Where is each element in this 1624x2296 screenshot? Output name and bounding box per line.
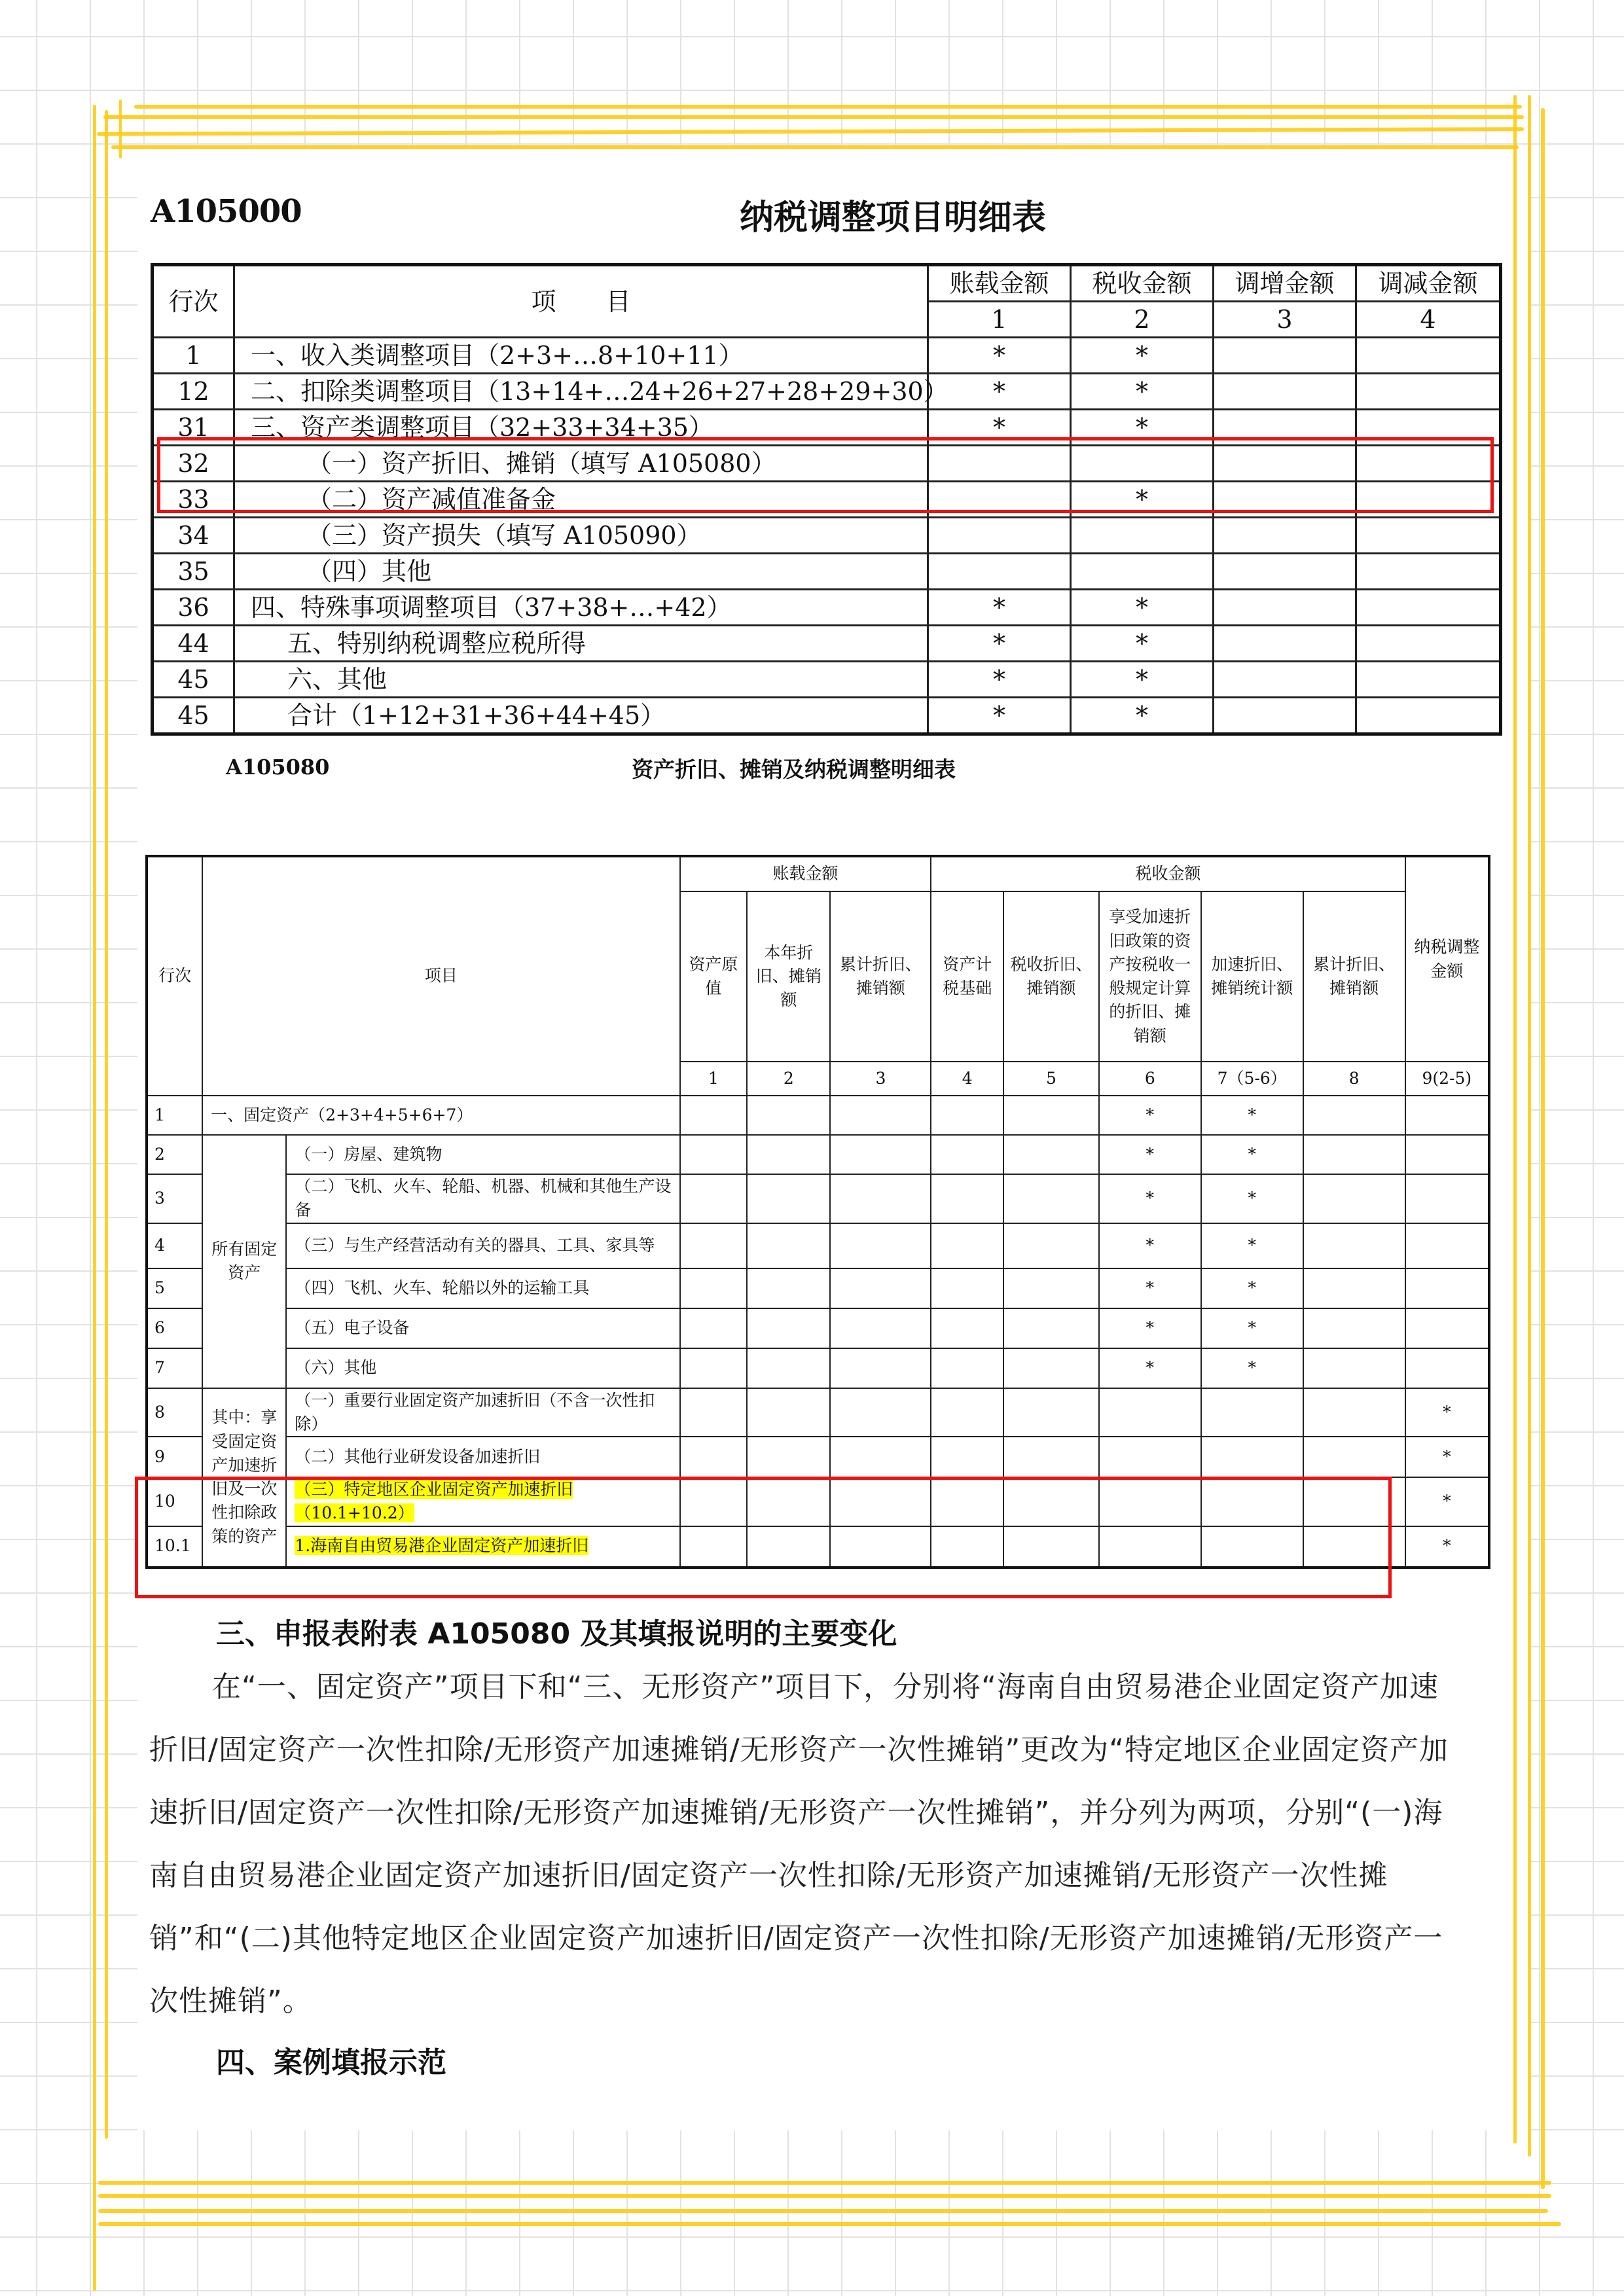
cell[interactable]: [1214, 338, 1356, 374]
table-row: [147, 1096, 1489, 1135]
cell[interactable]: [931, 1135, 1003, 1174]
cell[interactable]: [1214, 590, 1356, 626]
group-label-accelerated-assets: 其中：享受固定资产加速折旧及一次性扣除政策的资产: [202, 1388, 286, 1568]
row-no: 10: [147, 1477, 202, 1526]
cell[interactable]: [1201, 1437, 1303, 1477]
table-row: [153, 554, 1501, 590]
row-item: 四、特殊事项调整项目（37+38+…+42）: [234, 590, 928, 626]
cell[interactable]: *: [1099, 1223, 1201, 1268]
cell[interactable]: [680, 1308, 748, 1348]
row-item: 六、其他: [234, 662, 928, 698]
cell[interactable]: *: [1071, 626, 1214, 662]
cell[interactable]: [1003, 1308, 1099, 1348]
cell[interactable]: *: [1201, 1308, 1303, 1348]
cell[interactable]: [747, 1268, 830, 1308]
cell[interactable]: [1356, 698, 1501, 734]
cell[interactable]: [680, 1174, 748, 1223]
row-no: 45: [153, 698, 234, 734]
table-row: [153, 698, 1501, 734]
cell[interactable]: [1405, 1174, 1489, 1223]
cell[interactable]: [928, 554, 1071, 590]
cell[interactable]: *: [928, 590, 1071, 626]
cell[interactable]: *: [928, 662, 1071, 698]
cell[interactable]: *: [928, 626, 1071, 662]
cell[interactable]: [747, 1096, 830, 1135]
header-col: 税收金额: [1071, 265, 1214, 302]
table1-code: A105000: [151, 193, 302, 230]
header-row-no: 行次: [153, 265, 234, 338]
cell[interactable]: [830, 1268, 931, 1308]
header-col: 调减金额: [1356, 265, 1501, 302]
cell[interactable]: [1201, 1388, 1303, 1437]
table-row: [147, 1268, 1489, 1308]
cell[interactable]: [1003, 1348, 1099, 1388]
table-row: [153, 338, 1501, 374]
table2-depreciation: [145, 855, 1490, 1569]
cell[interactable]: [1003, 1135, 1099, 1174]
cell[interactable]: [747, 1308, 830, 1348]
row-item: 一、收入类调整项目（2+3+…8+10+11）: [234, 338, 928, 374]
cell[interactable]: [680, 1388, 748, 1437]
row-no: 1: [147, 1096, 202, 1135]
table-row: [153, 374, 1501, 410]
table-row: [147, 1437, 1489, 1477]
cell[interactable]: *: [928, 410, 1071, 446]
row-no: 35: [153, 554, 234, 590]
cell[interactable]: [1003, 1388, 1099, 1437]
cell[interactable]: [830, 1096, 931, 1135]
cell[interactable]: *: [1405, 1526, 1489, 1568]
header-col-number: 5: [1003, 1062, 1099, 1096]
cell[interactable]: [931, 1437, 1003, 1477]
row-no: 1: [153, 338, 234, 374]
header-book-amount: 账载金额: [680, 856, 931, 891]
row-no: 12: [153, 374, 234, 410]
cell[interactable]: [1214, 374, 1356, 410]
row-no: 5: [147, 1268, 202, 1308]
section3-heading: 三、申报表附表 A105080 及其填报说明的主要变化: [216, 1617, 897, 1651]
cell[interactable]: *: [1071, 410, 1214, 446]
header-col: 调增金额: [1214, 265, 1356, 302]
table-row: [147, 1348, 1489, 1388]
header-col: 资产计税基础: [931, 891, 1003, 1062]
table-row: [153, 590, 1501, 626]
header-col: 账载金额: [928, 265, 1071, 302]
cell[interactable]: [747, 1388, 830, 1437]
header-col-number: 1: [680, 1062, 748, 1096]
row-item: （二）飞机、火车、轮船、机器、机械和其他生产设备: [286, 1174, 679, 1223]
row-item: （三）资产损失（填写 A105090）: [234, 518, 928, 554]
cell[interactable]: [1071, 554, 1214, 590]
cell[interactable]: [931, 1223, 1003, 1268]
row-no: 44: [153, 626, 234, 662]
header-col: 累计折旧、摊销额: [830, 891, 931, 1062]
section4-heading: 四、案例填报示范: [216, 2046, 446, 2079]
cell[interactable]: [931, 1268, 1003, 1308]
cell[interactable]: [1214, 626, 1356, 662]
cell[interactable]: [1356, 626, 1501, 662]
table-row: [147, 1308, 1489, 1348]
cell[interactable]: *: [1201, 1135, 1303, 1174]
header-row-no: 行次: [147, 856, 202, 1096]
table-row: [147, 1174, 1489, 1223]
cell[interactable]: [747, 1348, 830, 1388]
cell[interactable]: [680, 1096, 748, 1135]
table-row: [147, 1223, 1489, 1268]
cell[interactable]: [931, 1388, 1003, 1437]
header-col-number: 3: [830, 1062, 931, 1096]
cell[interactable]: [1003, 1437, 1099, 1477]
cell[interactable]: [1003, 1174, 1099, 1223]
header-tax-amount: 税收金额: [931, 856, 1405, 891]
cell[interactable]: [830, 1308, 931, 1348]
cell[interactable]: [1356, 590, 1501, 626]
cell[interactable]: *: [1071, 662, 1214, 698]
cell[interactable]: *: [1201, 1348, 1303, 1388]
table2-title: 资产折旧、摊销及纳税调整明细表: [632, 757, 956, 782]
cell[interactable]: [747, 1135, 830, 1174]
cell[interactable]: [1099, 1437, 1201, 1477]
cell[interactable]: [747, 1437, 830, 1477]
row-no: 3: [147, 1174, 202, 1223]
header-col-number: 3: [1214, 302, 1356, 338]
header-col-number: 4: [931, 1062, 1003, 1096]
header-col: 累计折旧、摊销额: [1303, 891, 1405, 1062]
row-item: 合计（1+12+31+36+44+45）: [234, 698, 928, 734]
row-item: 二、扣除类调整项目（13+14+…24+26+27+28+29+30）: [234, 374, 928, 410]
header-col-number: 8: [1303, 1062, 1405, 1096]
highlighted-item-text: （三）特定地区企业固定资产加速折旧: [295, 1480, 573, 1499]
cell[interactable]: *: [1099, 1135, 1201, 1174]
cell[interactable]: [830, 1223, 931, 1268]
header-col: 税收折旧、摊销额: [1003, 891, 1099, 1062]
cell[interactable]: [747, 1223, 830, 1268]
cell[interactable]: *: [1201, 1096, 1303, 1135]
header-item: 项 目: [234, 265, 928, 338]
table1-title: 纳税调整项目明细表: [740, 198, 1047, 238]
row-item: （二）资产减值准备金: [234, 482, 928, 518]
row-item: 五、特别纳税调整应税所得: [234, 626, 928, 662]
cell[interactable]: *: [928, 374, 1071, 410]
row-no: 31: [153, 410, 234, 446]
cell[interactable]: [1003, 1096, 1099, 1135]
row-item: （三）与生产经营活动有关的器具、工具、家具等: [286, 1223, 679, 1268]
cell[interactable]: [1003, 1268, 1099, 1308]
cell[interactable]: *: [1405, 1388, 1489, 1437]
cell[interactable]: [1071, 518, 1214, 554]
header-col-number: 7（5-6）: [1201, 1062, 1303, 1096]
cell[interactable]: *: [1071, 338, 1214, 374]
header-col-number: 6: [1099, 1062, 1201, 1096]
row-item: （六）其他: [286, 1348, 679, 1388]
cell[interactable]: [1214, 662, 1356, 698]
cell[interactable]: [1356, 554, 1501, 590]
row-item: （五）电子设备: [286, 1308, 679, 1348]
cell[interactable]: [1356, 518, 1501, 554]
cell[interactable]: *: [1071, 482, 1214, 518]
header-col: 加速折旧、摊销统计额: [1201, 891, 1303, 1062]
cell[interactable]: [680, 1135, 748, 1174]
cell[interactable]: [1303, 1223, 1405, 1268]
cell[interactable]: *: [1405, 1477, 1489, 1526]
cell[interactable]: [1405, 1268, 1489, 1308]
cell[interactable]: *: [1099, 1268, 1201, 1308]
header-col: 本年折旧、摊销额: [747, 891, 830, 1062]
table2-code: A105080: [226, 755, 330, 780]
cell[interactable]: *: [1201, 1268, 1303, 1308]
cell[interactable]: [1303, 1135, 1405, 1174]
header-col-number: 2: [747, 1062, 830, 1096]
row-item: （一）重要行业固定资产加速折旧（不含一次性扣除）: [286, 1388, 679, 1437]
cell[interactable]: [830, 1388, 931, 1437]
row-item: 一、固定资产（2+3+4+5+6+7）: [202, 1096, 679, 1135]
cell[interactable]: [1303, 1096, 1405, 1135]
header-col-number: 4: [1356, 302, 1501, 338]
row-no: 33: [153, 482, 234, 518]
cell[interactable]: [1303, 1388, 1405, 1437]
cell[interactable]: *: [1099, 1096, 1201, 1135]
row-no: 6: [147, 1308, 202, 1348]
row-no: 4: [147, 1223, 202, 1268]
header-col-number: 2: [1071, 302, 1214, 338]
table-row: [147, 1135, 1489, 1174]
cell[interactable]: [680, 1268, 748, 1308]
cell[interactable]: [830, 1348, 931, 1388]
cell[interactable]: [931, 1096, 1003, 1135]
cell[interactable]: [680, 1437, 748, 1477]
cell[interactable]: *: [1099, 1308, 1201, 1348]
row-no: 10.1: [147, 1526, 202, 1568]
row-item: （四）飞机、火车、轮船以外的运输工具: [286, 1268, 679, 1308]
row-no: 34: [153, 518, 234, 554]
highlight-box-rows-32-33: [157, 437, 1494, 513]
row-item: （一）房屋、建筑物: [286, 1135, 679, 1174]
cell[interactable]: [1214, 698, 1356, 734]
cell[interactable]: *: [1201, 1174, 1303, 1223]
row-no: 36: [153, 590, 234, 626]
cell[interactable]: [1356, 338, 1501, 374]
cell[interactable]: *: [1071, 698, 1214, 734]
header-adjust-amount: 纳税调整金额: [1405, 856, 1489, 1062]
row-no: 7: [147, 1348, 202, 1388]
cell[interactable]: [1356, 662, 1501, 698]
header-col: 资产原值: [680, 891, 748, 1062]
row-no: 2: [147, 1135, 202, 1174]
cell[interactable]: *: [928, 698, 1071, 734]
row-item: 三、资产类调整项目（32+33+34+35）: [234, 410, 928, 446]
row-no: 45: [153, 662, 234, 698]
cell[interactable]: [931, 1308, 1003, 1348]
highlight-box-rows-10: [135, 1477, 1392, 1598]
cell[interactable]: *: [1099, 1348, 1201, 1388]
cell[interactable]: *: [1071, 590, 1214, 626]
cell[interactable]: [1405, 1308, 1489, 1348]
highlighted-item-text: （10.1+10.2）: [295, 1503, 414, 1523]
cell[interactable]: [1303, 1348, 1405, 1388]
cell[interactable]: *: [1201, 1223, 1303, 1268]
row-no: 32: [153, 446, 234, 482]
cell[interactable]: [830, 1135, 931, 1174]
header-col-number: 9(2-5): [1405, 1062, 1489, 1096]
row-item: （一）资产折旧、摊销（填写 A105080）: [234, 446, 928, 482]
cell[interactable]: [1405, 1096, 1489, 1135]
row-no: 8: [147, 1388, 202, 1437]
cell[interactable]: [1405, 1223, 1489, 1268]
cell[interactable]: [830, 1437, 931, 1477]
cell[interactable]: [747, 1174, 830, 1223]
header-col: 享受加速折旧政策的资产按税收一般规定计算的折旧、摊销额: [1099, 891, 1201, 1062]
cell[interactable]: [1405, 1348, 1489, 1388]
cell[interactable]: *: [1099, 1174, 1201, 1223]
cell[interactable]: [1356, 374, 1501, 410]
table-row: [153, 662, 1501, 698]
cell[interactable]: [1303, 1174, 1405, 1223]
cell[interactable]: [1099, 1388, 1201, 1437]
cell[interactable]: [1214, 518, 1356, 554]
table-row: [147, 1388, 1489, 1437]
cell[interactable]: *: [928, 338, 1071, 374]
row-item: （二）其他行业研发设备加速折旧: [286, 1437, 679, 1477]
table-row: [153, 518, 1501, 554]
cell[interactable]: [1303, 1308, 1405, 1348]
cell[interactable]: *: [1071, 374, 1214, 410]
row-item: （四）其他: [234, 554, 928, 590]
highlighted-item-text: 1.海南自由贸易港企业固定资产加速折旧: [295, 1536, 589, 1556]
cell[interactable]: [931, 1348, 1003, 1388]
header-item: 项目: [202, 856, 679, 1096]
cell[interactable]: [1405, 1135, 1489, 1174]
cell[interactable]: [830, 1174, 931, 1223]
cell[interactable]: [680, 1223, 748, 1268]
group-label-all-fixed-assets: 所有固定资产: [202, 1135, 286, 1388]
table-row: [153, 626, 1501, 662]
header-col-number: 1: [928, 302, 1071, 338]
cell[interactable]: [1303, 1437, 1405, 1477]
cell[interactable]: [931, 1174, 1003, 1223]
cell[interactable]: [1303, 1268, 1405, 1308]
row-no: 9: [147, 1437, 202, 1477]
cell[interactable]: [928, 518, 1071, 554]
cell[interactable]: *: [1405, 1437, 1489, 1477]
cell[interactable]: [1214, 554, 1356, 590]
cell[interactable]: [680, 1348, 748, 1388]
cell[interactable]: [1003, 1223, 1099, 1268]
section3-paragraph: 在“一、固定资产”项目下和“三、无形资产”项目下，分别将“海南自由贸易港企业固定资产加速折旧/固定资产一次性扣除/无形资产加速摊销/无形资产一次性摊销”更改为“特定地区企业固定资产加速折旧/固定资产一次性扣除/无形资产加速摊销/无形资产一次性摊销”，并分列为两项，分别“(一)海南自由贸易港企业固定资产加速折旧/固定资产一次性扣除/无形资产加速摊销/无形资产一次性摊销”和“(二)其他特定地区企业固定资产加速折旧/固定资产一次性扣除/无形资产加速摊销/无形资产一次性摊销”。: [149, 1670, 1449, 2018]
